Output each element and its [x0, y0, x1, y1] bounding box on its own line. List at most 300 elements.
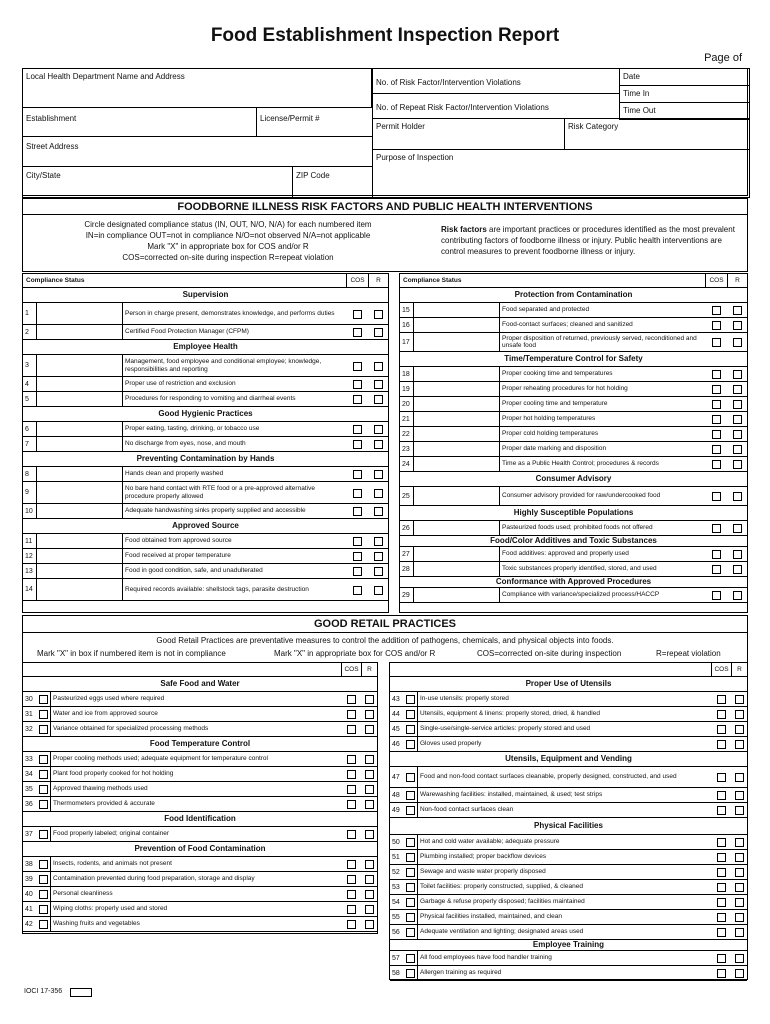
cos-checkbox[interactable] [353, 328, 362, 337]
cos-checkbox[interactable] [717, 791, 726, 800]
r-checkbox[interactable] [735, 853, 744, 862]
item-row-43 [390, 692, 747, 707]
item-number: 26 [400, 521, 414, 535]
r-checkbox[interactable] [733, 445, 742, 454]
item-row-10 [23, 504, 388, 519]
cos-checkbox[interactable] [347, 890, 356, 899]
item-number: 8 [23, 467, 37, 481]
cos-checkbox[interactable] [347, 920, 356, 929]
zip-field[interactable]: ZIP Code [292, 166, 373, 198]
item-row-33 [23, 752, 377, 767]
item-number: 37 [23, 827, 51, 841]
cos-checkbox[interactable] [347, 785, 356, 794]
compliance-status-cell[interactable] [414, 521, 500, 535]
establishment-field[interactable]: Establishment [22, 107, 257, 137]
compliance-status-cell[interactable] [37, 564, 123, 578]
item-checkbox[interactable] [406, 913, 415, 922]
item-row-25 [400, 487, 747, 506]
compliance-status-cell[interactable] [37, 355, 123, 376]
item-description: Adequate handwashing sinks properly supplied and accessible [125, 507, 306, 515]
r-checkbox[interactable] [374, 552, 383, 561]
item-row-58 [390, 966, 747, 981]
item-description: Wiping cloths: properly used and stored [53, 905, 168, 913]
r-checkbox[interactable] [374, 380, 383, 389]
r-checkbox[interactable] [733, 370, 742, 379]
compliance-status-cell[interactable] [414, 588, 500, 602]
item-checkbox[interactable] [406, 710, 415, 719]
r-checkbox[interactable] [374, 328, 383, 337]
item-description: Proper cooling time and temperature [502, 400, 608, 408]
section-heading: Proper Use of Utensils [390, 677, 747, 692]
risk-right-table [399, 273, 748, 613]
cos-checkbox[interactable] [717, 868, 726, 877]
item-number: 56 [390, 925, 418, 939]
r-checkbox[interactable] [374, 310, 383, 319]
r-checkbox[interactable] [733, 550, 742, 559]
risk-intro [22, 214, 748, 272]
r-checkbox[interactable] [735, 740, 744, 749]
cos-checkbox[interactable] [353, 552, 362, 561]
compliance-status-cell[interactable] [37, 534, 123, 548]
item-description: Physical facilities installed, maintained, and clean [420, 913, 562, 921]
compliance-status-cell[interactable] [414, 442, 500, 456]
r-checkbox[interactable] [735, 883, 744, 892]
repeat-violations-field[interactable]: No. of Repeat Risk Factor/Intervention Violations [372, 93, 620, 119]
r-checkbox[interactable] [735, 969, 744, 978]
item-row-14 [23, 579, 388, 601]
item-number: 2 [23, 325, 37, 339]
item-number: 24 [400, 457, 414, 471]
item-number: 40 [23, 887, 51, 901]
cos-checkbox[interactable] [347, 695, 356, 704]
compliance-status-cell[interactable] [414, 382, 500, 396]
r-checkbox[interactable] [374, 586, 383, 595]
date-field[interactable]: Date [619, 68, 750, 86]
item-row-23 [400, 442, 747, 457]
r-checkbox[interactable] [365, 800, 374, 809]
item-description: Proper cooling methods used; adequate equipment for temperature control [53, 755, 268, 763]
cos-checkbox[interactable] [353, 380, 362, 389]
r-checkbox[interactable] [374, 507, 383, 516]
cos-checkbox[interactable] [353, 310, 362, 319]
item-number: 54 [390, 895, 418, 909]
item-row-40 [23, 887, 377, 902]
compliance-status-cell[interactable] [414, 333, 500, 351]
cos-checkbox[interactable] [353, 489, 362, 498]
r-checkbox[interactable] [735, 773, 744, 782]
compliance-status-cell[interactable] [37, 422, 123, 436]
item-number: 28 [400, 562, 414, 576]
item-checkbox[interactable] [39, 905, 48, 914]
compliance-status-cell[interactable] [37, 467, 123, 481]
r-checkbox[interactable] [735, 928, 744, 937]
cos-checkbox[interactable] [717, 883, 726, 892]
permit-holder-field[interactable]: Permit Holder [372, 118, 565, 150]
compliance-status-cell[interactable] [414, 457, 500, 471]
cos-checkbox[interactable] [353, 440, 362, 449]
item-checkbox[interactable] [39, 890, 48, 899]
r-checkbox[interactable] [733, 400, 742, 409]
r-checkbox[interactable] [365, 905, 374, 914]
risk-intro-description: Risk factors are important practices or procedures identified as the most prevalent contributing factors of foodborne illness or injury. Public health interventions are control measures to prevent foodborne illness or injury. [441, 225, 735, 256]
item-checkbox[interactable] [406, 954, 415, 963]
item-number: 18 [400, 367, 414, 381]
cos-checkbox[interactable] [353, 470, 362, 479]
risk-left-table [22, 273, 389, 613]
r-checkbox[interactable] [374, 425, 383, 434]
item-number: 51 [390, 850, 418, 864]
table-header [400, 274, 747, 288]
license-field[interactable]: License/Permit # [256, 107, 373, 137]
item-description: Person in charge present, demonstrates knowledge, and performs duties [125, 309, 335, 317]
compliance-status-cell[interactable] [414, 562, 500, 576]
r-checkbox[interactable] [735, 838, 744, 847]
cos-checkbox[interactable] [717, 725, 726, 734]
cos-checkbox[interactable] [717, 928, 726, 937]
r-checkbox[interactable] [735, 954, 744, 963]
compliance-status-cell[interactable] [414, 547, 500, 561]
r-checkbox[interactable] [733, 492, 742, 501]
item-checkbox[interactable] [39, 860, 48, 869]
table-header [390, 663, 747, 677]
item-checkbox[interactable] [39, 710, 48, 719]
r-checkbox[interactable] [365, 710, 374, 719]
compliance-status-cell[interactable] [37, 579, 123, 600]
r-checkbox[interactable] [374, 470, 383, 479]
item-row-16 [400, 318, 747, 333]
item-number: 42 [23, 917, 51, 931]
item-row-20 [400, 397, 747, 412]
item-checkbox[interactable] [39, 920, 48, 929]
item-checkbox[interactable] [39, 695, 48, 704]
r-checkbox[interactable] [735, 868, 744, 877]
cos-checkbox[interactable] [712, 306, 721, 315]
compliance-status-cell[interactable] [37, 392, 123, 406]
item-row-55 [390, 910, 747, 925]
purpose-field[interactable]: Purpose of Inspection [372, 149, 750, 198]
cos-checkbox[interactable] [717, 806, 726, 815]
cos-checkbox[interactable] [712, 591, 721, 600]
item-checkbox[interactable] [406, 695, 415, 704]
section-heading: Physical Facilities [390, 818, 747, 835]
cos-checkbox[interactable] [347, 725, 356, 734]
cos-checkbox[interactable] [712, 338, 721, 347]
item-row-30 [23, 692, 377, 707]
item-checkbox[interactable] [39, 800, 48, 809]
r-checkbox[interactable] [374, 395, 383, 404]
item-number: 53 [390, 880, 418, 894]
item-description: Sewage and waste water properly disposed [420, 868, 546, 876]
compliance-status-cell[interactable] [37, 482, 123, 503]
r-checkbox[interactable] [733, 591, 742, 600]
r-checkbox[interactable] [374, 537, 383, 546]
r-checkbox[interactable] [733, 415, 742, 424]
item-checkbox[interactable] [406, 928, 415, 937]
cos-checkbox[interactable] [347, 875, 356, 884]
item-description: Proper cooking time and temperatures [502, 370, 613, 378]
r-checkbox[interactable] [365, 725, 374, 734]
cos-checkbox[interactable] [712, 370, 721, 379]
r-checkbox[interactable] [733, 306, 742, 315]
item-checkbox[interactable] [406, 853, 415, 862]
item-number: 17 [400, 333, 414, 351]
cos-checkbox[interactable] [353, 395, 362, 404]
cos-checkbox[interactable] [347, 800, 356, 809]
item-description: Contamination prevented during food preparation, storage and display [53, 875, 255, 883]
cos-checkbox[interactable] [717, 773, 726, 782]
item-row-3 [23, 355, 388, 377]
item-checkbox[interactable] [39, 830, 48, 839]
cos-checkbox[interactable] [712, 415, 721, 424]
item-number: 38 [23, 857, 51, 871]
r-checkbox[interactable] [733, 338, 742, 347]
cos-checkbox[interactable] [353, 567, 362, 576]
cos-checkbox[interactable] [347, 770, 356, 779]
cos-checkbox[interactable] [347, 860, 356, 869]
risk-violations-field[interactable]: No. of Risk Factor/Intervention Violations [372, 68, 620, 94]
item-description: Non-food contact surfaces clean [420, 806, 514, 814]
form-code-box [70, 988, 92, 997]
item-checkbox[interactable] [39, 875, 48, 884]
r-column-header: R [731, 663, 747, 676]
item-row-5 [23, 392, 388, 407]
street-field[interactable]: Street Address [22, 136, 373, 167]
cos-checkbox[interactable] [353, 537, 362, 546]
item-row-42 [23, 917, 377, 932]
compliance-status-cell[interactable] [37, 437, 123, 451]
cos-checkbox[interactable] [353, 425, 362, 434]
item-checkbox[interactable] [39, 725, 48, 734]
item-description: Compliance with variance/specialized process/HACCP [502, 591, 660, 599]
r-checkbox[interactable] [374, 362, 383, 371]
item-description: Food received at proper temperature [125, 552, 231, 560]
compliance-status-label: Compliance Status [403, 277, 462, 284]
item-description: Approved thawing methods used [53, 785, 148, 793]
item-number: 43 [390, 692, 418, 706]
risk-category-field[interactable]: Risk Category [564, 118, 750, 150]
item-number: 33 [23, 752, 51, 766]
item-number: 5 [23, 392, 37, 406]
table-header [23, 663, 377, 677]
item-checkbox[interactable] [406, 898, 415, 907]
cos-checkbox[interactable] [717, 838, 726, 847]
item-row-36 [23, 797, 377, 812]
item-description: Pasteurized eggs used where required [53, 695, 165, 703]
item-checkbox[interactable] [406, 806, 415, 815]
compliance-status-cell[interactable] [37, 303, 123, 324]
item-checkbox[interactable] [406, 791, 415, 800]
compliance-status-cell[interactable] [37, 504, 123, 518]
r-checkbox[interactable] [365, 875, 374, 884]
retail-intro: Good Retail Practices are preventative measures to control the addition of pathogens, chemicals, and physical objects into foods. Mark "X" in box if numbered item is not in compliance Mark "X" in appropriate box for COS and/or R COS=corrected on-site during inspection R=repeat violation [22, 632, 748, 662]
item-row-11 [23, 534, 388, 549]
cos-checkbox[interactable] [717, 853, 726, 862]
item-number: 29 [400, 588, 414, 602]
item-checkbox[interactable] [39, 770, 48, 779]
item-checkbox[interactable] [406, 740, 415, 749]
compliance-status-cell[interactable] [414, 367, 500, 381]
compliance-status-cell[interactable] [414, 427, 500, 441]
r-checkbox[interactable] [735, 695, 744, 704]
item-checkbox[interactable] [39, 755, 48, 764]
item-number: 35 [23, 782, 51, 796]
item-description: Single-use/single-service articles: properly stored and used [420, 725, 591, 733]
cos-checkbox[interactable] [712, 400, 721, 409]
cos-checkbox[interactable] [347, 755, 356, 764]
r-checkbox[interactable] [365, 770, 374, 779]
r-checkbox[interactable] [374, 567, 383, 576]
lhd-field[interactable]: Local Health Department Name and Address [22, 68, 372, 108]
cos-column-header: COS [346, 274, 368, 287]
compliance-status-cell[interactable] [414, 397, 500, 411]
item-description: Toxic substances properly identified, stored, and used [502, 565, 657, 573]
r-checkbox[interactable] [733, 385, 742, 394]
cos-checkbox[interactable] [717, 695, 726, 704]
item-row-53 [390, 880, 747, 895]
item-description: Required records available: shellstock tags, parasite destruction [125, 585, 309, 593]
compliance-status-cell[interactable] [414, 318, 500, 332]
item-row-21 [400, 412, 747, 427]
item-checkbox[interactable] [406, 969, 415, 978]
r-checkbox[interactable] [735, 806, 744, 815]
item-checkbox[interactable] [406, 725, 415, 734]
page-title: Food Establishment Inspection Report [210, 25, 560, 46]
item-description: Thermometers provided & accurate [53, 800, 155, 808]
item-number: 46 [390, 737, 418, 751]
item-description: Management, food employee and conditional employee; knowledge, responsibilities and reporting [125, 358, 322, 373]
item-row-2 [23, 325, 388, 340]
cos-checkbox[interactable] [353, 507, 362, 516]
r-checkbox[interactable] [733, 460, 742, 469]
item-number: 9 [23, 482, 37, 503]
cos-checkbox[interactable] [717, 954, 726, 963]
cos-checkbox[interactable] [712, 524, 721, 533]
compliance-status-cell[interactable] [414, 303, 500, 317]
item-row-50 [390, 835, 747, 850]
r-checkbox[interactable] [365, 755, 374, 764]
cos-checkbox[interactable] [712, 565, 721, 574]
cos-checkbox[interactable] [712, 385, 721, 394]
r-checkbox[interactable] [365, 695, 374, 704]
item-description: Consumer advisory provided for raw/undercooked food [502, 492, 661, 500]
item-description: Proper hot holding temperatures [502, 415, 596, 423]
item-description: Proper reheating procedures for hot holding [502, 385, 628, 393]
r-checkbox[interactable] [365, 860, 374, 869]
item-checkbox[interactable] [406, 868, 415, 877]
r-checkbox[interactable] [365, 830, 374, 839]
cos-checkbox[interactable] [717, 740, 726, 749]
compliance-status-cell[interactable] [37, 377, 123, 391]
page-number: Page of [704, 52, 742, 64]
item-row-4 [23, 377, 388, 392]
item-number: 21 [400, 412, 414, 426]
item-checkbox[interactable] [406, 838, 415, 847]
item-number: 16 [400, 318, 414, 332]
cos-checkbox[interactable] [717, 913, 726, 922]
city-state-field[interactable]: City/State [22, 166, 293, 198]
cos-checkbox[interactable] [712, 550, 721, 559]
cos-checkbox[interactable] [353, 586, 362, 595]
cos-checkbox[interactable] [717, 898, 726, 907]
item-row-27 [400, 547, 747, 562]
item-description: Proper eating, tasting, drinking, or tobacco use [125, 425, 260, 433]
r-checkbox[interactable] [735, 898, 744, 907]
r-checkbox[interactable] [365, 785, 374, 794]
r-checkbox[interactable] [733, 321, 742, 330]
item-checkbox[interactable] [406, 883, 415, 892]
item-number: 25 [400, 487, 414, 505]
cos-checkbox[interactable] [712, 321, 721, 330]
r-checkbox[interactable] [733, 565, 742, 574]
r-checkbox[interactable] [735, 725, 744, 734]
r-checkbox[interactable] [374, 489, 383, 498]
item-number: 55 [390, 910, 418, 924]
compliance-status-cell[interactable] [414, 487, 500, 505]
item-description: Food obtained from approved source [125, 537, 232, 545]
item-checkbox[interactable] [406, 773, 415, 782]
item-description: Proper cold holding temperatures [502, 430, 599, 438]
r-checkbox[interactable] [733, 524, 742, 533]
r-checkbox[interactable] [735, 791, 744, 800]
item-number: 7 [23, 437, 37, 451]
item-checkbox[interactable] [39, 785, 48, 794]
item-number: 45 [390, 722, 418, 736]
cos-checkbox[interactable] [712, 460, 721, 469]
risk-intro-legend: Circle designated compliance status (IN, OUT, N/O, N/A) for each numbered item IN=in compliance OUT=not in compliance N/O=not observed N/A=not applicable Mark "X" in appropriate box for COS and/or R COS=corrected on-site during inspection R=repeat violation [84, 220, 372, 262]
cos-checkbox[interactable] [712, 445, 721, 454]
time-in-field[interactable]: Time In [619, 85, 750, 103]
compliance-status-cell[interactable] [37, 549, 123, 563]
item-description: Pasteurized foods used; prohibited foods not offered [502, 524, 653, 532]
time-out-field[interactable]: Time Out [619, 102, 750, 120]
compliance-status-cell[interactable] [37, 325, 123, 339]
section-heading: Good Hygienic Practices [23, 407, 388, 422]
item-row-29 [400, 588, 747, 603]
r-checkbox[interactable] [365, 890, 374, 899]
item-description: Hot and cold water available; adequate pressure [420, 838, 560, 846]
section-heading: Time/Temperature Control for Safety [400, 352, 747, 367]
item-row-19 [400, 382, 747, 397]
section-heading: Employee Health [23, 340, 388, 355]
item-number: 22 [400, 427, 414, 441]
r-checkbox[interactable] [735, 710, 744, 719]
cos-checkbox[interactable] [712, 430, 721, 439]
item-row-24 [400, 457, 747, 472]
r-checkbox[interactable] [374, 440, 383, 449]
r-checkbox[interactable] [365, 920, 374, 929]
item-row-48 [390, 788, 747, 803]
item-number: 1 [23, 303, 37, 324]
cos-checkbox[interactable] [353, 362, 362, 371]
item-row-26 [400, 521, 747, 536]
section-heading: Safe Food and Water [23, 677, 377, 692]
r-checkbox[interactable] [735, 913, 744, 922]
r-checkbox[interactable] [733, 430, 742, 439]
cos-checkbox[interactable] [717, 969, 726, 978]
cos-checkbox[interactable] [712, 492, 721, 501]
item-row-39 [23, 872, 377, 887]
compliance-status-cell[interactable] [414, 412, 500, 426]
cos-checkbox[interactable] [347, 905, 356, 914]
cos-checkbox[interactable] [347, 830, 356, 839]
item-number: 3 [23, 355, 37, 376]
item-number: 50 [390, 835, 418, 849]
cos-checkbox[interactable] [347, 710, 356, 719]
cos-checkbox[interactable] [717, 710, 726, 719]
item-description: Gloves used properly [420, 740, 482, 748]
item-number: 19 [400, 382, 414, 396]
section-heading: Highly Susceptible Populations [400, 506, 747, 521]
